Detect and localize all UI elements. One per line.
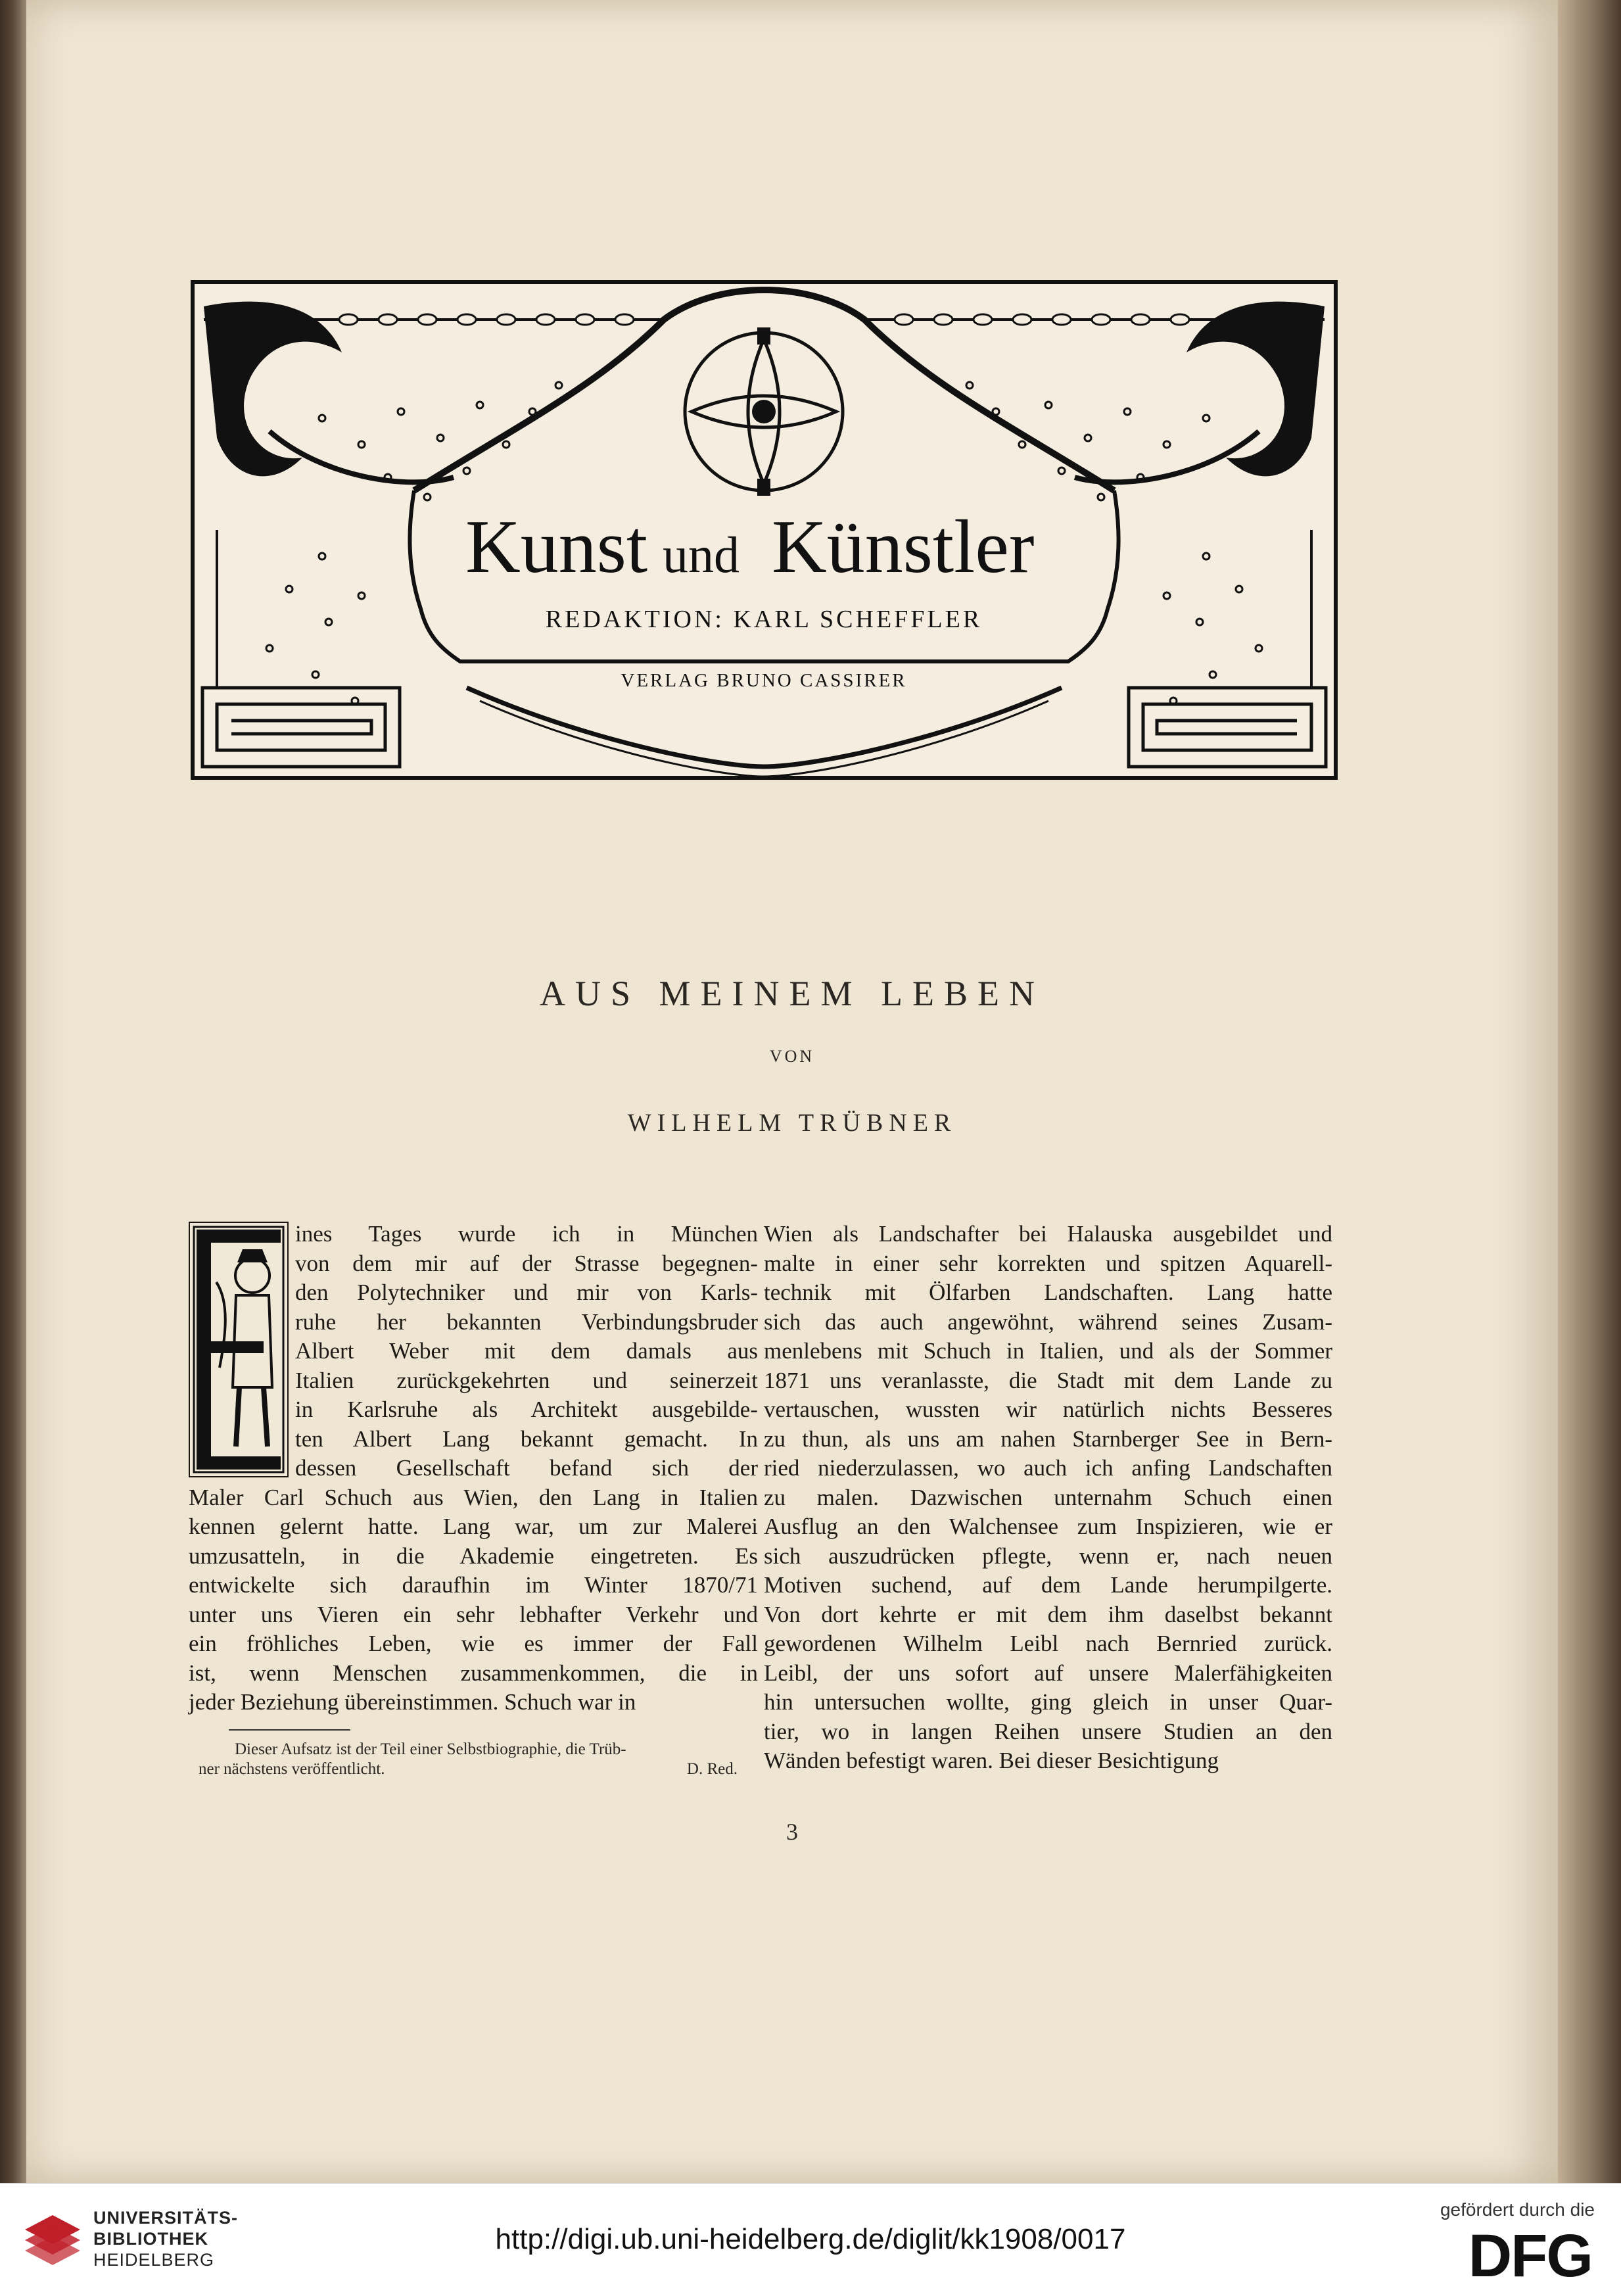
text-line: Italien zurückgekehrten und seinerzeit xyxy=(295,1367,758,1393)
library-name-line: HEIDELBERG xyxy=(93,2250,215,2270)
masthead-title-kunst: Kunst xyxy=(465,505,648,589)
text-line: Maler Carl Schuch aus Wien, den Lang in Italien xyxy=(189,1484,758,1510)
text-line: technik mit Ölfarben Landschaften. Lang hatte xyxy=(764,1280,1332,1305)
text-line: Ausflug an den Walchensee zum Inspizieren, wie er xyxy=(764,1514,1332,1539)
text-line: in Karlsruhe als Architekt ausgebilde- xyxy=(295,1397,758,1422)
text-line: Leibl, der uns sofort auf unsere Malerfähigkeiten xyxy=(764,1660,1332,1686)
text-line: hin untersuchen wollte, ging gleich in unser Quar- xyxy=(764,1689,1332,1715)
viewer-footer xyxy=(0,2183,1621,2296)
text-line: ist, wenn Menschen zusammenkommen, die in xyxy=(189,1660,758,1686)
text-line: kennen gelernt hatte. Lang war, um zur Malerei xyxy=(189,1514,758,1539)
text-line: malte in einer sehr korrekten und spitzen Aquarell- xyxy=(764,1250,1332,1276)
text-line: tier, wo in langen Reihen unsere Studien an den xyxy=(764,1718,1332,1744)
text-line: von dem mir auf der Strasse begegnen- xyxy=(295,1250,758,1276)
text-line: ein fröhliches Leben, wie es immer der Fall xyxy=(189,1631,758,1656)
library-name-line: UNIVERSITÄTS- xyxy=(93,2208,239,2228)
article-von: VON xyxy=(769,1047,815,1066)
text-line: ried niederzulassen, wo auch ich anfing Landschaften xyxy=(764,1455,1332,1481)
text-line: sich das auch angewöhnt, während seines Zusam- xyxy=(764,1308,1332,1335)
text-line: gewordenen Wilhelm Leibl nach Bernried zurück. xyxy=(764,1631,1332,1656)
left-column xyxy=(189,1220,758,1717)
text-line: ruhe her bekannten Verbindungsbruder xyxy=(295,1308,758,1335)
masthead-ornament xyxy=(191,280,1338,780)
book-page xyxy=(26,0,1558,2183)
footnote-line xyxy=(199,1759,738,1779)
text-line: Von dort kehrte er mit dem ihm daselbst bekannt xyxy=(764,1601,1332,1627)
footnote xyxy=(199,1740,738,1779)
article-author: WILHELM TRÜBNER xyxy=(627,1109,957,1137)
text-line: den Polytechniker und mir von Karls- xyxy=(295,1280,758,1305)
text-line: entwickelte sich daraufhin im Winter 1870/71 xyxy=(189,1572,758,1598)
text-line: ten Albert Lang bekannt gemacht. In xyxy=(295,1425,758,1452)
right-column xyxy=(764,1220,1332,1776)
footnote-line: Dieser Aufsatz ist der Teil einer Selbstbiographie, die Trüb- xyxy=(235,1740,626,1758)
footnote-signature: D. Red. xyxy=(686,1760,738,1778)
text-line: zu thun, als uns am nahen Starnberger See in Bern- xyxy=(764,1425,1332,1452)
footnote-text: ner nächstens veröffentlicht. xyxy=(199,1760,385,1778)
permalink-url[interactable]: http://digi.ub.uni-heidelberg.de/diglit/kk1908/0017 xyxy=(495,2223,1126,2255)
text-line: Motiven suchend, auf dem Lande herumpilgerte. xyxy=(764,1572,1332,1598)
text-line: vertauschen, wussten wir natürlich nichts Besseres xyxy=(764,1397,1332,1422)
text-line: unter uns Vieren ein sehr lebhafter Verkehr und xyxy=(189,1601,758,1627)
library-name-line: BIBLIOTHEK xyxy=(93,2229,208,2249)
page-number: 3 xyxy=(786,1819,798,1845)
masthead-illustration xyxy=(191,280,1338,780)
dfg-logo-icon[interactable]: DFG xyxy=(1468,2222,1592,2289)
text-line: Albert Weber mit dem damals aus xyxy=(295,1338,758,1364)
text-line: umzusatteln, in die Akademie eingetreten. Es xyxy=(189,1543,758,1569)
footnote-divider xyxy=(229,1729,350,1731)
text-line: Wänden befestigt waren. Bei dieser Besichtigung xyxy=(764,1748,1219,1773)
masthead-title-und: und xyxy=(663,526,740,583)
text-line: sich auszudrücken pflegte, wenn er, nach neuen xyxy=(764,1543,1332,1569)
text-line: ines Tages wurde ich in München xyxy=(295,1221,758,1247)
text-line: 1871 uns veranlasste, die Stadt mit dem Lande zu xyxy=(764,1367,1332,1393)
text-line: Wien als Landschafter bei Halauska ausgebildet und xyxy=(764,1221,1332,1247)
article-title: AUS MEINEM LEBEN xyxy=(540,974,1045,1013)
funding-label: gefördert durch die xyxy=(1440,2199,1595,2220)
text-line: zu malen. Dazwischen unternahm Schuch einen xyxy=(764,1484,1332,1510)
masthead-editor: REDAKTION: KARL SCHEFFLER xyxy=(545,606,983,633)
text-line: menlebens mit Schuch in Italien, und als der Sommer xyxy=(764,1338,1332,1364)
text-line: dessen Gesellschaft befand sich der xyxy=(295,1455,758,1481)
masthead-title-kuenstler: Künstler xyxy=(772,505,1035,589)
masthead-publisher: VERLAG BRUNO CASSIRER xyxy=(621,670,907,691)
text-line: jeder Beziehung übereinstimmen. Schuch war in xyxy=(189,1689,636,1715)
